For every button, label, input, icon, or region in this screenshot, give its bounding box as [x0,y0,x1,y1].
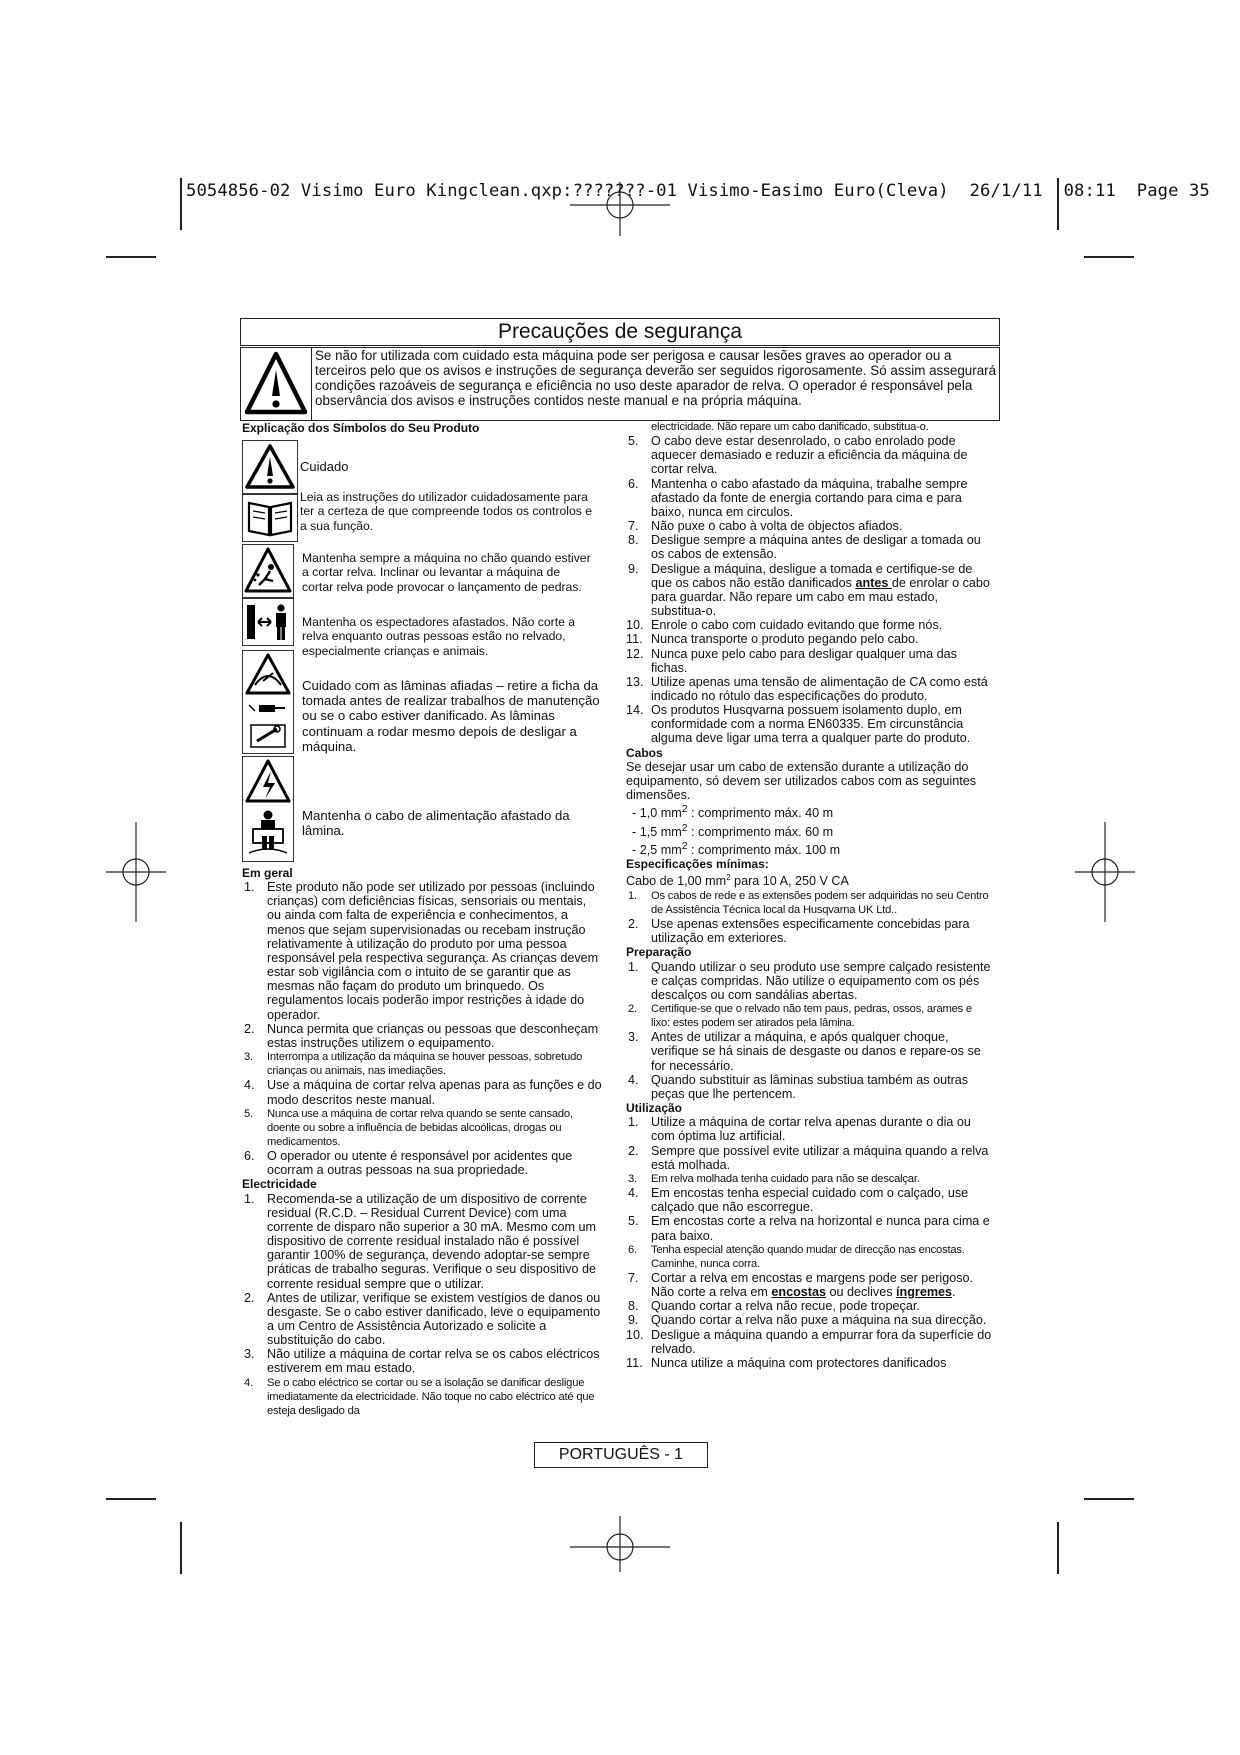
list-item: 1. Recomenda-se a utilização de um dispositivo de corrente residual (R.C.D. – Residual Current Device) com uma corrente de disparo não superior a 30 mA. Mesmo com um dispositivo de corrente residual instalado não é possível garantir 100% de segurança, devendo adoptar-se sempre práticas de trabalho seguras. Verifique o seu dispositivo de corrente residual sempre que o utilizar. [244,1191,597,1291]
continued-text: electricidade. Não repare um cabo danificado, substitua-o. [651,421,929,433]
list-item: 1. Este produto não pode ser utilizado por pessoas (incluindo crianças) com deficiências físicas, sensoriais ou mentais, ou ainda com falta de experiência e conhecimentos, a menos que sejam supervisionadas ou recebam instrução relativamente à utilização do produto por uma pessoa responsável pela respectiva segurança. As crianças devem estar sob vigilância com o intuito de se garantir que as mesmas não façam do produto um brinquedo. Os regulamentos locais poderão impor restrições à idade do operador. [244,880,599,1022]
symbol-text-blades: Cuidado com as lâminas afiadas – retire a ficha da tomada antes de realizar trabalhos de manutenção ou se o cabo estiver danificado. As lâminas continuam a rodar mesmo depois de desligar a máquina. [302,678,600,754]
list-item: 3. Em relva molhada tenha cuidado para não se descalçar. [628,1172,920,1185]
list-item: 3. Interrompa a utilização da máquina se houver pessoas, sobretudo crianças ou animais, nas imediações. [244,1051,583,1078]
registration-mark-bottom [570,1514,670,1574]
cable-size-item: - 1,0 $mm^2$ : comprimento máx. 40 m [632,803,834,821]
symbol-box-caution [242,440,298,494]
list-item: 7. Não puxe o cabo à volta de objectos afiados. [628,519,903,534]
cable-size-item: - 2,5 $mm^2$ : comprimento máx. 100 m [632,839,841,858]
list-item: 2. Nunca permita que crianças ou pessoas que desconheçam estas instruções utilizem o equipamento. [244,1021,599,1050]
electricidade-list-continued [626,434,992,745]
symbol-text-bystanders: Mantenha os espectadores afastados. Não corte a relva enquanto outras pessoas estão no relvado, especialmente crianças e animais. [302,615,576,658]
crop-mark [180,178,182,230]
list-item: 10. Enrole o cabo com cuidado evitando que forme nós. [626,618,943,633]
symbol-box-manual [242,494,298,542]
crop-mark [1084,1498,1134,1500]
registration-mark-left [106,822,166,922]
list-item: 5. Nunca use a máquina de cortar relva quando se sente cansado, doente ou sobre a influência de bebidas alcoólicas, drogas ou medicamentos. [244,1107,573,1148]
list-item: 9. Quando cortar a relva não puxe a máquina na sua direcção. [628,1313,987,1328]
list-item: 10. Desligue a máquina quando a empurrar fora da superfície do relvado. [626,1327,992,1356]
crop-mark [106,1498,156,1500]
keep-bystanders-away-icon [243,599,293,645]
list-item: 12. Nunca puxe pelo cabo para desligar qualquer uma das fichas. [626,646,957,675]
symbol-text-caution: Cuidado [300,459,349,474]
list-item: 8. Quando cortar a relva não recue, pode tropeçar. [628,1299,920,1314]
list-item: 14. Os produtos Husqvarna possuem isolamento duplo, em conformidade com a norma EN60335. Em circunstância alguma deve ligar uma terra a qualquer parte do produto. [626,703,971,746]
page-footer-label: PORTUGUÊS - 1 [534,1442,708,1468]
list-item: 5. Em encostas corte a relva na horizontal e nunca para cima e para baixo. [628,1214,990,1243]
thrown-objects-icon [243,545,293,597]
em-geral-list [242,880,602,1177]
list-item: 6. O operador ou utente é responsável por acidentes que ocorram a outras pessoas na sua propriedade. [244,1149,573,1178]
list-item: 9. Desligue a máquina, desligue a tomada e certifique-se de que os cabos não estão danificados antes de enrolar o cabo para guardar. Não repare um cabo em mau estado, substitua-o. [628,561,990,619]
preparacao-list [626,960,992,1102]
list-item: 2. Certifique-se que o relvado não tem paus, pedras, ossos, arames e lixo: estes podem ser atirados pela lâmina. [628,1003,972,1030]
list-item: 4. Quando substituir as lâminas substiua também as outras peças que lhe pertencem. [628,1072,969,1101]
intro-text: Se não for utilizada com cuidado esta máquina pode ser perigosa e causar lesões graves ao operador ou a terceiros pelo que os avisos e instruções de segurança deverão ser seguidos rigorosamente. Só assim assegurará condições razoáveis de segurança e eficiência no uso deste aparador de relva. O operador é responsável pela observância dos avisos e instruções contidos neste manual e na própria máquina. [315,348,997,408]
read-manual-icon [243,495,297,541]
list-item: 11. Nunca utilize a máquina com protectores danificados [626,1355,947,1370]
list-item: 2. Use apenas extensões especificamente concebidas para utilização em exteriores. [628,917,970,946]
section-heading-electricidade: Electricidade [242,1177,317,1192]
electricidade-list [242,1192,602,1419]
list-item: 3. Não utilize a máquina de cortar relva se os cabos eléctricos estiverem em mau estado. [244,1347,600,1376]
list-item: 13. Utilize apenas uma tensão de alimentação de CA como está indicado no rótulo das especificações do produto. [626,674,988,703]
symbol-box-electric [242,756,294,862]
cabos-text: Se desejar usar um cabo de extensão durante a utilização do equipamento, só devem ser utilizados cabos com as seguintes dimensões. [626,759,977,803]
left-column-text [242,866,602,1418]
list-item: 4. Em encostas tenha especial cuidado com o calçado, use calçado que não escorregue. [628,1186,969,1215]
symbols-heading: Explicação dos Símbolos do Seu Produto [242,421,480,435]
symbol-text-thrown-objects: Mantenha sempre a máquina no chão quando estiver a cortar relva. Inclinar ou levantar a máquina de cortar relva pode provocar o lançamento de pedras. [302,551,591,594]
crop-mark [106,256,156,258]
crop-mark [180,1522,182,1574]
section-heading-preparacao: Preparação [626,945,692,960]
cable-size-item: - 1,5 $mm^2$ : comprimento máx. 60 m [632,821,834,839]
list-item: 1. Utilize a máquina de cortar relva apenas durante o dia ou com óptima luz artificial. [628,1115,971,1144]
crop-mark [1084,256,1134,258]
warning-triangle-icon [243,441,297,493]
list-item: 4. Se o cabo eléctrico se cortar ou se a isolação se danificar desligue imediatamente da electricidade. Não toque no cabo eléctrico até que esteja desligado da [244,1376,595,1417]
intro-warning-box [240,347,1000,421]
especificacoes-list [626,889,992,946]
right-column-text [626,420,992,1370]
list-item: 6. Tenha especial atenção quando mudar de direcção nas encostas. Caminhe, nunca corra. [628,1243,965,1270]
section-heading-cabos: Cabos [626,745,663,760]
list-item: 1. Quando utilizar o seu produto use sempre calçado resistente e calças compridas. Não utilize o equipamento com os pés descalços ou com sandálias abertas. [628,959,991,1002]
especificacoes-line: Cabo de 1,00 $mm^2$ para 10 A, 250 V CA [626,873,849,889]
utilizacao-list [626,1115,992,1370]
page-title: Precauções de segurança [240,318,1000,346]
section-heading-especificacoes: Especificações mínimas: [626,857,769,872]
registration-mark-right [1075,822,1135,922]
list-item: 1. Os cabos de rede e as extensões podem ser adquiridas no seu Centro de Assistência Técnica local da Husqvarna UK Ltd.. [628,889,989,916]
list-item: 8. Desligue sempre a máquina antes de desligar a tomada ou os cabos de extensão. [628,533,981,562]
list-item: 7. Cortar a relva em encostas e margens pode ser perigoso. Não corte a relva em encostas ou declives íngremes. [628,1270,974,1300]
symbol-box-blades [242,650,294,754]
symbol-box-bystanders [242,598,294,646]
list-item: 3. Antes de utilizar a máquina, e após qualquer choque, verifique se há sinais de desgaste ou danos e repare-os se for necessário. [628,1030,981,1073]
symbol-text-electric: Mantenha o cabo de alimentação afastado da lâmina. [302,808,570,839]
crop-mark [1057,1522,1059,1574]
list-item: 5. O cabo deve estar desenrolado, o cabo enrolado pode aquecer demasiado e reduzir a eficiência da máquina de cortar relva. [628,434,968,477]
list-item: 2. Antes de utilizar, verifique se existem vestígios de danos ou desgaste. Se o cabo estiver danificado, leve o equipamento a um Centro de Assistência Autorizado e solicite a substituição do cabo. [244,1290,601,1348]
section-heading-utilizacao: Utilização [626,1101,683,1116]
section-heading-em-geral: Em geral [242,866,293,880]
electric-shock-icon [243,757,293,861]
warning-triangle-icon [241,348,312,420]
print-header: 5054856-02 Visimo Euro Kingclean.qxp:???????-01 Visimo-Easimo Euro(Cleva) 26/1/11 08:11 Page 35 [186,181,1210,201]
symbol-text-manual: Leia as instruções do utilizador cuidadosamente para ter a certeza de que compreende todos os controlos e a sua função. [300,490,593,533]
list-item: 4. Use a máquina de cortar relva apenas para as funções e do modo descritos neste manual. [244,1078,602,1107]
symbol-box-thrown-objects [242,544,294,598]
list-item: 6. Mantenha o cabo afastado da máquina, trabalhe sempre afastado da fonte de energia cortando para cima e para baixo, nunca em circulos. [628,476,968,519]
sharp-blades-icon [243,651,293,753]
list-item: 11. Nunca transporte o produto pegando pelo cabo. [626,632,919,647]
list-item: 2. Sempre que possível evite utilizar a máquina quando a relva está molhada. [628,1143,989,1172]
